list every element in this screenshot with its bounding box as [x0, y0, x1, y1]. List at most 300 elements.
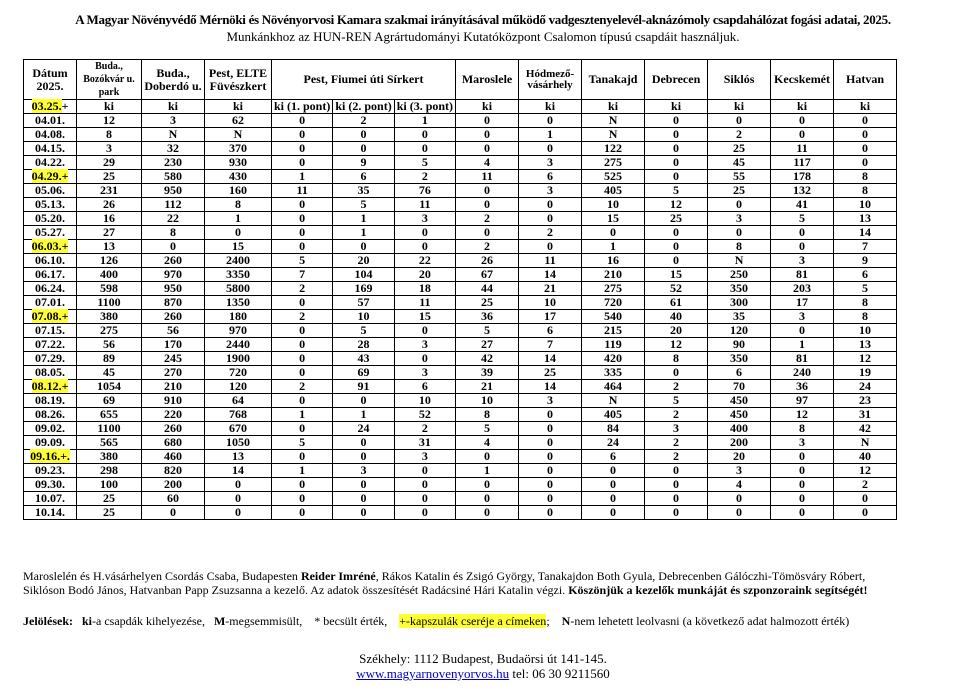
- table-cell: 275: [582, 156, 645, 170]
- date-value: 09.09.: [35, 435, 65, 449]
- table-cell: ki: [582, 100, 645, 114]
- table-cell: 25: [708, 184, 771, 198]
- table-cell: 0: [519, 212, 582, 226]
- table-cell: 17: [519, 310, 582, 324]
- table-cell: 11: [771, 142, 834, 156]
- table-row: [24, 226, 897, 240]
- date-value: 04.15.: [35, 141, 65, 155]
- table-cell: 160: [205, 184, 272, 198]
- table-cell: 39: [456, 366, 519, 380]
- table-cell: 8: [77, 128, 142, 142]
- table-cell: 24: [582, 436, 645, 450]
- table-row: [24, 184, 897, 198]
- table-cell: 20: [333, 254, 394, 268]
- table-cell: 2440: [205, 338, 272, 352]
- table-cell: ki: [77, 100, 142, 114]
- table-cell: 8: [205, 198, 272, 212]
- document-subtitle: Munkánkhoz az HUN-REN Agrártudományi Kutatóközpont Csalomon típusú csapdáit használjuk.: [226, 29, 740, 44]
- table-cell: 0: [394, 506, 455, 520]
- table-cell: 10: [834, 198, 897, 212]
- table-row: [24, 240, 897, 254]
- table-cell: 12: [77, 114, 142, 128]
- table-cell: 2: [272, 380, 333, 394]
- table-cell: 31: [394, 436, 455, 450]
- table-cell: 0: [272, 506, 333, 520]
- date-value: 08.19.: [35, 393, 65, 407]
- table-cell: 580: [142, 170, 205, 184]
- table-cell: 100: [77, 478, 142, 492]
- table-cell: 0: [333, 436, 394, 450]
- header-hodmezo: Hódmező-vásárhely: [519, 60, 582, 100]
- table-cell: 10: [333, 310, 394, 324]
- table-cell: 0: [771, 492, 834, 506]
- table-cell: 22: [142, 212, 205, 226]
- date-value: 04.01.: [35, 113, 65, 127]
- legend-plus-text: +-kapszulák cseréje a címeken: [399, 614, 547, 628]
- table-cell: 4: [456, 156, 519, 170]
- table-cell: ki: [456, 100, 519, 114]
- table-cell: 0: [645, 366, 708, 380]
- table-cell: 0: [519, 506, 582, 520]
- table-cell: 44: [456, 282, 519, 296]
- table-cell: 870: [142, 296, 205, 310]
- table-cell: ki: [708, 100, 771, 114]
- table-row: [24, 492, 897, 506]
- table-row: [24, 408, 897, 422]
- table-cell: 0: [394, 240, 455, 254]
- table-cell: 21: [456, 380, 519, 394]
- table-cell: 0: [272, 394, 333, 408]
- table-cell: 6: [333, 170, 394, 184]
- header-kecskemet: Kecskemét: [771, 60, 834, 100]
- table-cell: 2: [272, 310, 333, 324]
- table-cell: 0: [456, 478, 519, 492]
- table-cell: 36: [771, 380, 834, 394]
- table-cell: 76: [394, 184, 455, 198]
- table-cell: 970: [142, 268, 205, 282]
- table-cell: 0: [205, 478, 272, 492]
- row-date: [24, 366, 77, 380]
- table-row: [24, 352, 897, 366]
- table-cell: 0: [272, 450, 333, 464]
- table-cell: ki: [205, 100, 272, 114]
- table-cell: 0: [456, 226, 519, 240]
- row-date: [24, 212, 77, 226]
- date-value: 04.22.: [35, 155, 65, 169]
- table-cell: 2: [645, 408, 708, 422]
- legend-separator: ;: [546, 614, 550, 628]
- table-cell: 231: [77, 184, 142, 198]
- table-cell: N: [582, 394, 645, 408]
- table-cell: 200: [708, 436, 771, 450]
- table-cell: 768: [205, 408, 272, 422]
- table-cell: 67: [456, 268, 519, 282]
- table-cell: 14: [834, 226, 897, 240]
- table-cell: 3: [645, 422, 708, 436]
- header-debrecen: Debrecen: [645, 60, 708, 100]
- table-cell: 17: [771, 296, 834, 310]
- table-cell: 0: [645, 464, 708, 478]
- table-cell: 450: [708, 408, 771, 422]
- table-cell: 117: [771, 156, 834, 170]
- table-cell: 1: [771, 338, 834, 352]
- date-value: 09.02.: [35, 421, 65, 435]
- table-cell: 28: [333, 338, 394, 352]
- table-row: [24, 198, 897, 212]
- table-cell: 0: [333, 128, 394, 142]
- row-date: [24, 156, 77, 170]
- table-cell: 178: [771, 170, 834, 184]
- table-cell: 0: [394, 352, 455, 366]
- table-cell: 12: [645, 198, 708, 212]
- table-cell: 25: [519, 366, 582, 380]
- table-cell: 170: [142, 338, 205, 352]
- table-cell: 1: [205, 212, 272, 226]
- table-cell: 2: [333, 114, 394, 128]
- table-cell: 0: [456, 128, 519, 142]
- table-cell: 0: [394, 324, 455, 338]
- table-cell: 7: [834, 240, 897, 254]
- table-cell: 9: [834, 254, 897, 268]
- table-cell: N: [834, 436, 897, 450]
- table-cell: 25: [708, 142, 771, 156]
- table-cell: 21: [519, 282, 582, 296]
- table-cell: 40: [645, 310, 708, 324]
- table-cell: 13: [77, 240, 142, 254]
- table-cell: 4: [456, 436, 519, 450]
- table-cell: 0: [708, 506, 771, 520]
- table-cell: 598: [77, 282, 142, 296]
- table-cell: 3: [394, 338, 455, 352]
- table-row: [24, 282, 897, 296]
- table-cell: 11: [394, 198, 455, 212]
- table-cell: 5: [645, 394, 708, 408]
- table-cell: 0: [645, 156, 708, 170]
- table-cell: 0: [333, 506, 394, 520]
- table-cell: 169: [333, 282, 394, 296]
- table-cell: 5: [272, 436, 333, 450]
- table-cell: 41: [771, 198, 834, 212]
- table-cell: 0: [582, 492, 645, 506]
- table-cell: 3: [394, 450, 455, 464]
- notes-text: Siklóson Bodó János, Hatvanban Papp Zsuzsanna a kezelő. Az adatok összesítését Radácsiné Hári Katalin végzi.: [23, 583, 569, 597]
- legend-m-key: M: [213, 614, 226, 628]
- table-cell: 0: [333, 492, 394, 506]
- table-cell: 0: [645, 142, 708, 156]
- table-row: [24, 436, 897, 450]
- notes-line-2: [23, 583, 868, 598]
- table-cell: 13: [205, 450, 272, 464]
- table-cell: 0: [519, 408, 582, 422]
- table-cell: 5: [645, 184, 708, 198]
- table-cell: 200: [142, 478, 205, 492]
- table-cell: 36: [456, 310, 519, 324]
- table-cell: 0: [456, 142, 519, 156]
- table-cell: 0: [834, 506, 897, 520]
- table-cell: 0: [708, 114, 771, 128]
- table-cell: 0: [519, 114, 582, 128]
- document-title: A Magyar Növényvédő Mérnöki és Növényorvosi Kamara szakmai irányításával működő vadgesztenyelevél-aknázómoly csapdahálózat fogási adatai, 2025.: [75, 12, 891, 27]
- table-cell: 0: [582, 506, 645, 520]
- table-cell: 970: [205, 324, 272, 338]
- table-cell: 10: [582, 198, 645, 212]
- table-cell: 7: [519, 338, 582, 352]
- table-cell: 245: [142, 352, 205, 366]
- table-cell: 6: [708, 366, 771, 380]
- table-row: [24, 394, 897, 408]
- table-cell: 14: [519, 352, 582, 366]
- table-cell: 52: [394, 408, 455, 422]
- header-tanakajd: Tanakajd: [582, 60, 645, 100]
- table-cell: 35: [333, 184, 394, 198]
- row-date: [24, 352, 77, 366]
- table-cell: 0: [519, 464, 582, 478]
- table-cell: 464: [582, 380, 645, 394]
- table-cell: 0: [333, 478, 394, 492]
- table-cell: 6: [519, 170, 582, 184]
- table-cell: 11: [394, 296, 455, 310]
- table-cell: 1: [333, 212, 394, 226]
- row-date: [24, 338, 77, 352]
- table-cell: 42: [834, 422, 897, 436]
- table-cell: 540: [582, 310, 645, 324]
- table-row: [24, 366, 897, 380]
- table-cell: ki: [834, 100, 897, 114]
- table-cell: 25: [77, 170, 142, 184]
- row-date: [24, 436, 77, 450]
- row-date: [24, 310, 77, 324]
- table-cell: 10: [834, 324, 897, 338]
- table-cell: 0: [834, 142, 897, 156]
- table-cell: 0: [142, 240, 205, 254]
- table-cell: 1350: [205, 296, 272, 310]
- table-cell: N: [582, 114, 645, 128]
- table-cell: 7: [272, 268, 333, 282]
- table-cell: 22: [394, 254, 455, 268]
- table-cell: 0: [771, 240, 834, 254]
- table-cell: 10: [519, 296, 582, 310]
- table-cell: 56: [142, 324, 205, 338]
- table-cell: 0: [645, 128, 708, 142]
- table-cell: 0: [272, 114, 333, 128]
- table-cell: 0: [519, 450, 582, 464]
- table-cell: 2: [645, 380, 708, 394]
- table-cell: 0: [456, 114, 519, 128]
- table-cell: 25: [456, 296, 519, 310]
- date-value: 04.29.+: [31, 169, 69, 183]
- table-cell: 69: [333, 366, 394, 380]
- table-cell: 0: [205, 226, 272, 240]
- table-cell: 1100: [77, 296, 142, 310]
- table-cell: 26: [77, 198, 142, 212]
- table-cell: 405: [582, 184, 645, 198]
- table-cell: 0: [272, 212, 333, 226]
- header-bozokvar: Buda., Bozókvár u. park: [77, 60, 142, 100]
- table-cell: 260: [142, 422, 205, 436]
- table-cell: 0: [834, 492, 897, 506]
- table-cell: 8: [834, 184, 897, 198]
- table-cell: 0: [272, 324, 333, 338]
- table-cell: 0: [771, 506, 834, 520]
- table-cell: 0: [394, 478, 455, 492]
- table-cell: 0: [771, 128, 834, 142]
- table-cell: 0: [519, 240, 582, 254]
- table-cell: 260: [142, 310, 205, 324]
- table-cell: 0: [771, 324, 834, 338]
- table-cell: 15: [645, 268, 708, 282]
- table-cell: 0: [645, 506, 708, 520]
- row-date: [24, 380, 77, 394]
- table-cell: 5: [456, 324, 519, 338]
- table-cell: 120: [708, 324, 771, 338]
- table-cell: 8: [645, 352, 708, 366]
- table-cell: 430: [205, 170, 272, 184]
- table-cell: 112: [142, 198, 205, 212]
- table-cell: 26: [456, 254, 519, 268]
- table-cell: 0: [272, 478, 333, 492]
- table-row: [24, 324, 897, 338]
- table-cell: 89: [77, 352, 142, 366]
- table-cell: 10: [394, 394, 455, 408]
- table-cell: 0: [519, 436, 582, 450]
- table-row: [24, 464, 897, 478]
- table-cell: 5: [834, 282, 897, 296]
- table-cell: 0: [771, 450, 834, 464]
- table-cell: 405: [582, 408, 645, 422]
- table-cell: 0: [272, 338, 333, 352]
- table-cell: 52: [645, 282, 708, 296]
- table-cell: 0: [645, 254, 708, 268]
- table-cell: 210: [582, 268, 645, 282]
- table-cell: 4: [708, 478, 771, 492]
- table-cell: 25: [645, 212, 708, 226]
- date-value: 05.20.: [35, 211, 65, 225]
- row-date: [24, 226, 77, 240]
- table-cell: ki: [142, 100, 205, 114]
- table-cell: 0: [333, 240, 394, 254]
- table-row: [24, 156, 897, 170]
- table-cell: N: [708, 254, 771, 268]
- table-cell: 0: [519, 492, 582, 506]
- table-cell: 3: [519, 156, 582, 170]
- table-cell: 0: [272, 142, 333, 156]
- table-cell: 230: [142, 156, 205, 170]
- table-cell: 0: [272, 198, 333, 212]
- table-cell: 1: [333, 226, 394, 240]
- table-cell: 18: [394, 282, 455, 296]
- table-cell: 12: [645, 338, 708, 352]
- row-date: [24, 142, 77, 156]
- legend-n-key: N: [561, 614, 571, 628]
- table-cell: 3: [333, 464, 394, 478]
- table-cell: 0: [205, 492, 272, 506]
- table-cell: 14: [519, 268, 582, 282]
- date-value: 09.23.: [35, 463, 65, 477]
- table-cell: 40: [834, 450, 897, 464]
- table-cell: 104: [333, 268, 394, 282]
- date-value: 08.26.: [35, 407, 65, 421]
- table-cell: 15: [205, 240, 272, 254]
- date-value: 08.05.: [35, 365, 65, 379]
- table-cell: 720: [205, 366, 272, 380]
- table-cell: 950: [142, 184, 205, 198]
- table-cell: 0: [272, 226, 333, 240]
- date-value: 06.10.: [35, 253, 65, 267]
- table-cell: 0: [645, 478, 708, 492]
- table-cell: 8: [834, 170, 897, 184]
- table-cell: 370: [205, 142, 272, 156]
- table-cell: 275: [582, 282, 645, 296]
- table-cell: 1054: [77, 380, 142, 394]
- table-cell: 2: [645, 436, 708, 450]
- date-value: 05.13.: [35, 197, 65, 211]
- table-row: [24, 478, 897, 492]
- table-cell: 0: [394, 226, 455, 240]
- table-cell: 11: [519, 254, 582, 268]
- trap-data-table: [23, 59, 897, 520]
- table-cell: 400: [77, 268, 142, 282]
- table-cell: 1: [333, 408, 394, 422]
- table-row: [24, 296, 897, 310]
- table-cell: 0: [272, 128, 333, 142]
- table-row: [24, 128, 897, 142]
- row-date: [24, 492, 77, 506]
- table-cell: 69: [77, 394, 142, 408]
- table-cell: ki (1. pont): [272, 100, 333, 114]
- table-cell: 27: [77, 226, 142, 240]
- footer-phone: tel: 06 30 9211560: [512, 666, 610, 681]
- table-cell: 0: [771, 226, 834, 240]
- table-cell: ki: [645, 100, 708, 114]
- table-cell: 565: [77, 436, 142, 450]
- table-cell: ki: [771, 100, 834, 114]
- header-fiumei: Pest, Fiumei úti Sírkert: [272, 60, 456, 100]
- notes-line-1: [23, 569, 865, 584]
- table-cell: 2: [519, 226, 582, 240]
- table-cell: 2: [456, 212, 519, 226]
- table-cell: 0: [834, 128, 897, 142]
- table-cell: 23: [834, 394, 897, 408]
- table-cell: 1: [272, 170, 333, 184]
- table-cell: 380: [77, 450, 142, 464]
- table-cell: 2400: [205, 254, 272, 268]
- table-cell: 5: [394, 156, 455, 170]
- header-elte: Pest, ELTE Füvészkert: [205, 60, 272, 100]
- table-cell: 0: [519, 422, 582, 436]
- table-cell: 15: [394, 310, 455, 324]
- table-cell: 2: [456, 240, 519, 254]
- table-cell: 1: [272, 408, 333, 422]
- table-cell: 45: [708, 156, 771, 170]
- website-link[interactable]: www.magyarnovenyorvos.hu: [356, 666, 510, 681]
- row-date: [24, 450, 77, 464]
- header-siklos: Siklós: [708, 60, 771, 100]
- table-cell: 61: [645, 296, 708, 310]
- row-date: [24, 394, 77, 408]
- date-value: 03.25.: [31, 99, 62, 113]
- table-row: [24, 212, 897, 226]
- row-date: [24, 464, 77, 478]
- footer-contact: [0, 666, 966, 682]
- table-row: [24, 100, 897, 114]
- date-value: 07.08.+: [31, 309, 69, 323]
- table-cell: 1050: [205, 436, 272, 450]
- table-row: [24, 114, 897, 128]
- table-cell: 460: [142, 450, 205, 464]
- table-cell: 16: [582, 254, 645, 268]
- footer-address: Székhely: 1112 Budapest, Budaörsi út 141-145.: [359, 651, 607, 666]
- table-cell: 5: [333, 198, 394, 212]
